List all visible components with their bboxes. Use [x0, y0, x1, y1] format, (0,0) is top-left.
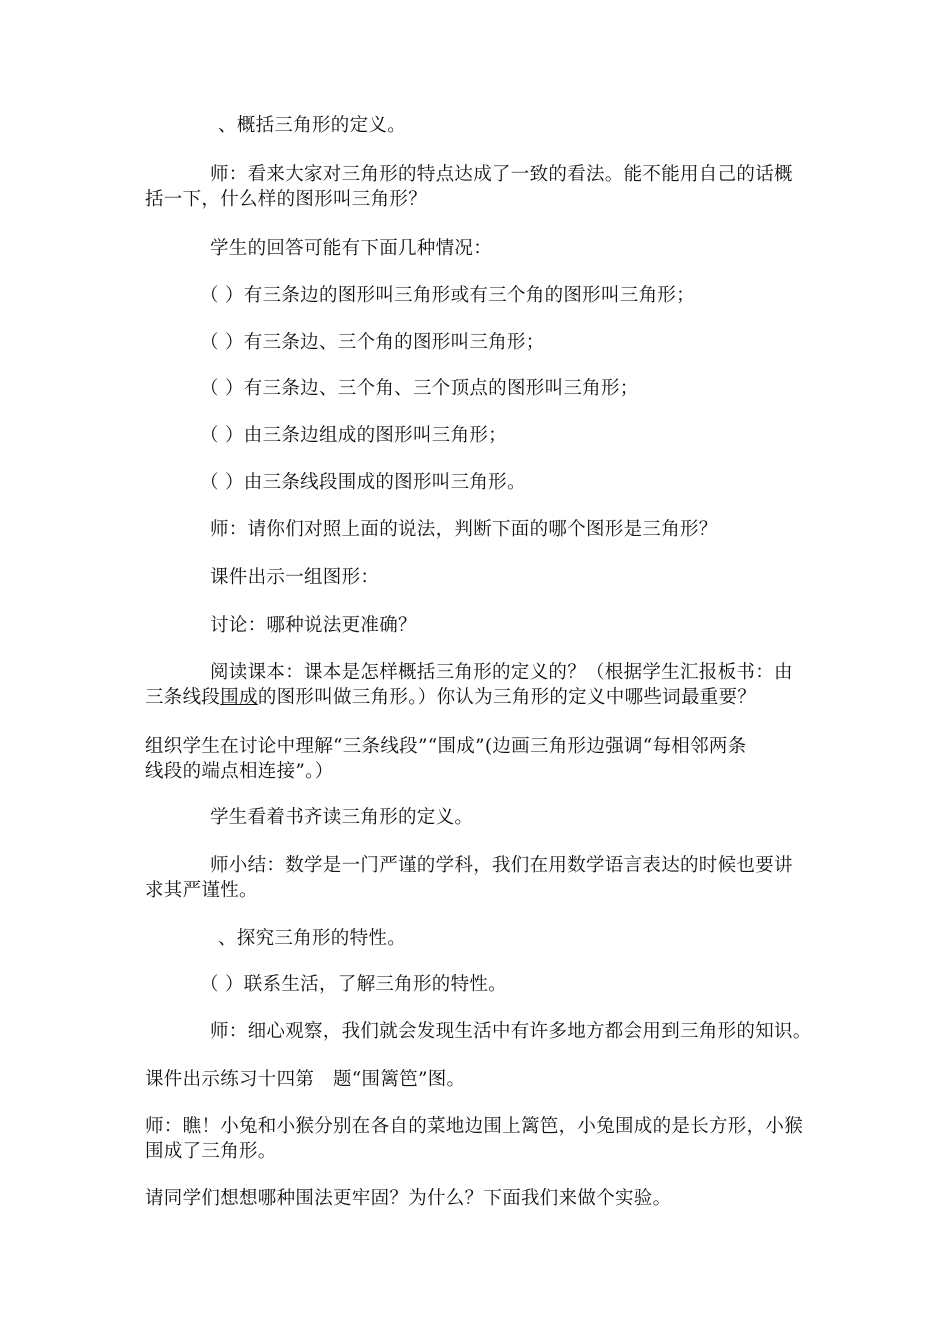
heading-explore-properties: 、探究三角形的特性。	[218, 928, 407, 949]
teacher-observe: 师：细心观察，我们就会发现生活中有许多地方都会用到三角形的知识。	[210, 1021, 812, 1042]
answer-item-1: （ ）有三条边的图形叫三角形或有三个角的图形叫三角形；	[200, 285, 695, 306]
organize-discussion-line-1: 组织学生在讨论中理解“三条线段”“围成”(边画三角形边强调“每相邻两条	[145, 736, 747, 757]
answer-item-2: （ ）有三条边、三个角的图形叫三角形；	[200, 332, 545, 353]
heading-define-triangle: 、概括三角形的定义。	[218, 115, 407, 136]
answer-item-3: （ ）有三条边、三个角、三个顶点的图形叫三角形；	[200, 378, 639, 399]
teacher-question-line-2: 括一下，什么样的图形叫三角形？	[145, 189, 428, 210]
answer-item-5: （ ）由三条线段围成的图形叫三角形。	[200, 472, 526, 493]
text-segment: 三条线段	[145, 687, 221, 708]
teacher-judge-question: 师：请你们对照上面的说法，判断下面的哪个图形是三角形？	[210, 519, 718, 540]
courseware-exercise: 课件出示练习十四第 题“围篱笆”图。	[145, 1069, 466, 1090]
student-answers-intro: 学生的回答可能有下面几种情况：	[210, 238, 493, 259]
experiment-prompt: 请同学们想想哪种围法更牢固？为什么？下面我们来做个实验。	[145, 1188, 672, 1209]
teacher-summary-line-2: 求其严谨性。	[145, 880, 258, 901]
students-read-definition: 学生看着书齐读三角形的定义。	[210, 807, 474, 828]
answer-item-4: （ ）由三条边组成的图形叫三角形；	[200, 425, 507, 446]
teacher-summary-line-1: 师小结：数学是一门严谨的学科，我们在用数学语言表达的时候也要讲	[210, 855, 793, 876]
teacher-question-line-1: 师：看来大家对三角形的特点达成了一致的看法。能不能用自己的话概	[210, 164, 793, 185]
teacher-fence-line-1: 师：瞧！小兔和小猴分别在各自的菜地边围上篱笆，小兔围成的是长方形，小猴	[145, 1116, 804, 1137]
courseware-figures: 课件出示一组图形：	[210, 567, 380, 588]
read-textbook-line-1: 阅读课本：课本是怎样概括三角形的定义的？（根据学生汇报板书：由	[210, 662, 793, 683]
subheading-life-connection: （ ）联系生活，了解三角形的特性。	[200, 974, 507, 995]
underlined-word: 围成	[220, 687, 258, 708]
read-textbook-line-2	[145, 684, 815, 711]
organize-discussion-line-2: 线段的端点相连接”。）	[145, 761, 334, 782]
teacher-fence-line-2: 围成了三角形。	[145, 1141, 277, 1162]
discussion-prompt: 讨论：哪种说法更准确？	[210, 615, 417, 636]
text-segment: 的图形叫做三角形。）你认为三角形的定义中哪些词最重要？	[257, 687, 757, 708]
